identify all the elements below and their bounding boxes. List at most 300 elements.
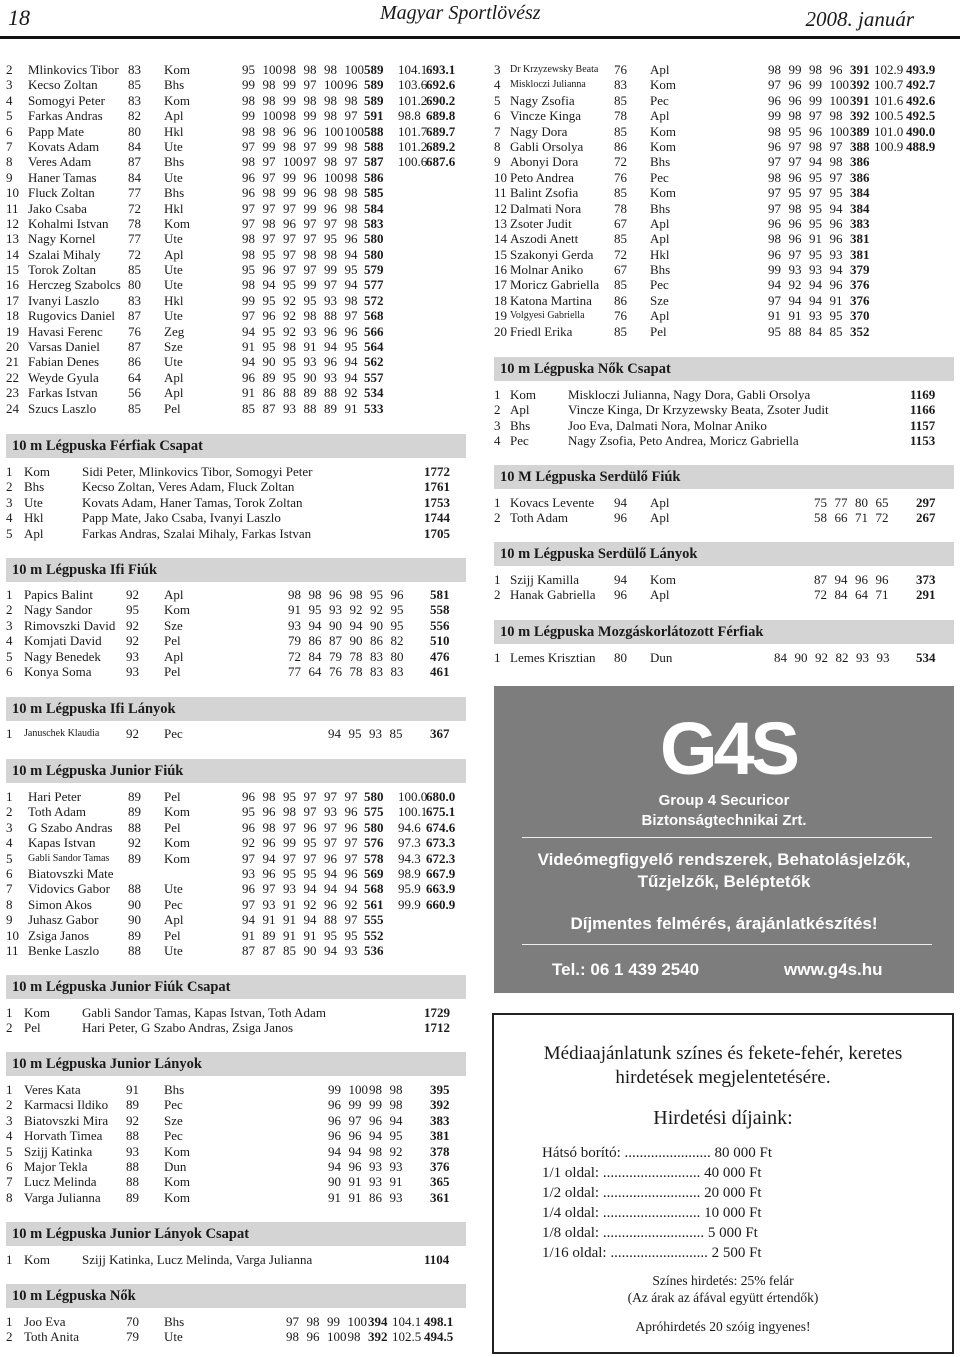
final-score: 97.3 <box>398 835 421 851</box>
series-score: 98 <box>288 587 301 602</box>
grand-total: 674.6 <box>426 819 456 835</box>
shooter-name: Nagy Kornel <box>28 231 96 247</box>
series-score: 95 <box>324 231 337 247</box>
team-total: 1166 <box>910 402 936 418</box>
section-title-bar: 10 m Légpuska Ifi Lányok <box>6 697 466 721</box>
birth-year: 93 <box>126 663 139 679</box>
birth-year: 88 <box>126 1174 139 1190</box>
rank: 24 <box>6 400 19 416</box>
section-title-bar: 10 m Légpuska Junior Lányok Csapat <box>6 1222 466 1246</box>
club: Hkl <box>164 292 184 308</box>
rank: 1 <box>6 1005 13 1020</box>
birth-year: 92 <box>126 1112 139 1128</box>
series-score: 96 <box>242 789 255 804</box>
series-score: 91 <box>344 400 358 416</box>
series-score: 97 <box>788 138 802 154</box>
series-score: 93 <box>288 617 301 633</box>
final-score: 104.1 <box>398 62 428 77</box>
series-score: 97 <box>262 881 276 897</box>
team-total: 1753 <box>424 494 450 510</box>
shooter-name: Balint Zsofia <box>510 185 579 201</box>
rate-leader: ....................... <box>624 1145 711 1161</box>
series-score: 94 <box>834 572 848 587</box>
shooter-name: Karmacsi Ildiko <box>24 1097 109 1113</box>
series-score: 95 <box>308 602 322 618</box>
rank: 7 <box>494 123 501 139</box>
series-score: 94 <box>344 354 358 370</box>
final-score: 101.2 <box>398 138 428 154</box>
total-score: 568 <box>364 881 384 897</box>
total-score: 580 <box>364 819 384 835</box>
shooter-name: Kapas Istvan <box>28 835 96 851</box>
rank: 18 <box>6 308 19 324</box>
grand-total: 492.6 <box>906 92 936 108</box>
series-score: 98 <box>788 108 802 124</box>
grand-total: 689.8 <box>426 108 456 124</box>
birth-year: 85 <box>614 123 627 139</box>
series-score: 97 <box>303 154 317 170</box>
series-score: 93 <box>788 262 802 278</box>
series-score: 100 <box>829 77 849 93</box>
grand-total: 687.6 <box>426 154 456 170</box>
final-score: 102.5 <box>392 1329 422 1345</box>
total-score: 386 <box>850 169 870 185</box>
series-score: 93 <box>369 1158 382 1174</box>
rank: 1 <box>6 1314 13 1329</box>
total-score: 370 <box>850 308 870 324</box>
club: Hkl <box>650 246 670 262</box>
series-score: 95 <box>262 323 276 339</box>
birth-year: 80 <box>614 650 627 665</box>
club: Ute <box>164 277 183 293</box>
rank: 11 <box>494 185 507 201</box>
series-score: 95 <box>262 292 276 308</box>
shooter-name: Nagy Benedek <box>24 648 101 664</box>
birth-year: 88 <box>128 881 141 897</box>
rank: 14 <box>6 246 19 262</box>
rank: 3 <box>494 62 501 77</box>
shooter-name: Szijj Katinka <box>24 1143 93 1159</box>
series-score: 98 <box>283 62 296 77</box>
shooter-name: Aszodi Anett <box>510 231 579 247</box>
shooter-name: Hari Peter <box>28 789 82 804</box>
club: Ute <box>164 262 183 278</box>
series-score: 99 <box>328 1082 341 1097</box>
rank: 19 <box>494 308 507 324</box>
series-score: 83 <box>370 663 383 679</box>
shooter-name: Toth Adam <box>28 804 86 820</box>
series-score: 96 <box>855 572 868 587</box>
series-score: 97 <box>768 185 781 201</box>
series-score: 95 <box>283 277 296 293</box>
series-score: 97 <box>344 789 358 804</box>
series-score: 97 <box>768 154 781 170</box>
total-score: 585 <box>364 185 384 201</box>
rank: 9 <box>6 169 13 185</box>
grand-total: 675.1 <box>426 804 456 820</box>
total-score: 558 <box>430 602 450 618</box>
rank: 2 <box>6 1329 13 1345</box>
rank: 22 <box>6 369 19 385</box>
birth-year: 87 <box>128 339 141 355</box>
club: Zeg <box>164 323 185 339</box>
series-score: 91 <box>288 602 301 618</box>
series-score: 96 <box>242 369 255 385</box>
club: Kom <box>24 1005 50 1020</box>
rank: 1 <box>494 572 501 587</box>
rank: 7 <box>6 881 13 897</box>
series-score: 93 <box>324 804 337 820</box>
total-score: 577 <box>364 277 384 293</box>
total-score: 562 <box>364 354 384 370</box>
club: Kom <box>164 215 190 231</box>
birth-year: 67 <box>614 215 627 231</box>
rank: 2 <box>6 479 13 495</box>
series-score: 85 <box>389 726 403 741</box>
series-score: 99 <box>768 108 781 124</box>
total-score: 533 <box>364 400 384 416</box>
page-number: 18 <box>8 5 30 30</box>
total-score: 379 <box>850 262 870 278</box>
club: Ute <box>164 169 183 185</box>
total-score: 580 <box>364 246 384 262</box>
series-score: 98 <box>344 292 358 308</box>
grand-total: 493.9 <box>906 62 936 77</box>
shooter-name: Veres Kata <box>24 1082 81 1097</box>
series-score: 99 <box>809 77 822 93</box>
series-score: 100 <box>327 1329 347 1345</box>
series-score: 95 <box>303 865 317 881</box>
total-score: 389 <box>850 123 870 139</box>
page-header <box>0 0 960 38</box>
series-score: 91 <box>328 1189 341 1205</box>
series-score: 64 <box>855 587 868 603</box>
total-score: 534 <box>364 385 384 401</box>
grand-total: 667.9 <box>426 865 456 881</box>
series-score: 97 <box>324 835 337 851</box>
series-score: 96 <box>344 865 358 881</box>
shooter-name: Abonyi Dora <box>510 154 579 170</box>
birth-year: 83 <box>128 92 141 108</box>
series-score: 72 <box>875 510 889 526</box>
shooter-name: Simon Akos <box>28 896 92 912</box>
series-score: 84 <box>809 323 822 339</box>
series-score: 93 <box>389 1158 403 1174</box>
series-score: 97 <box>829 169 843 185</box>
birth-year: 72 <box>614 246 627 262</box>
club: Pel <box>164 927 181 943</box>
series-score: 98 <box>768 169 781 185</box>
series-score: 84 <box>308 648 322 664</box>
series-score: 96 <box>768 246 781 262</box>
grand-total: 689.2 <box>426 138 456 154</box>
rate-label: 1/16 oldal: <box>542 1245 611 1261</box>
series-score: 95 <box>344 339 358 355</box>
birth-year: 85 <box>614 185 627 201</box>
shooter-name: Major Tekla <box>24 1158 88 1174</box>
series-score: 95 <box>348 726 362 741</box>
rank: 13 <box>494 215 507 231</box>
series-score: 93 <box>262 896 276 912</box>
rank: 5 <box>494 92 501 108</box>
shooter-name: Szakonyi Gerda <box>510 246 594 262</box>
final-score: 101.0 <box>874 123 904 139</box>
total-score: 384 <box>850 185 870 201</box>
series-score: 95 <box>809 215 822 231</box>
series-score: 95 <box>809 169 822 185</box>
series-score: 97 <box>768 200 781 216</box>
series-score: 91 <box>283 912 296 928</box>
birth-year: 72 <box>128 200 141 216</box>
series-score: 96 <box>328 1112 341 1128</box>
club: Pec <box>164 1097 183 1113</box>
birth-year: 76 <box>614 62 627 77</box>
series-score: 96 <box>344 819 358 835</box>
total-score: 580 <box>364 231 384 247</box>
total-score: 556 <box>430 617 450 633</box>
rank: 14 <box>494 231 507 247</box>
shooter-name: Biatovszki Mira <box>24 1112 109 1128</box>
birth-year: 86 <box>128 354 141 370</box>
series-score: 94 <box>344 881 358 897</box>
section-title-bar: 10 m Légpuska Ifi Fiúk <box>6 558 466 582</box>
club: Kom <box>650 77 676 93</box>
birth-year: 88 <box>126 1158 139 1174</box>
series-score: 84 <box>774 650 787 665</box>
series-score: 100 <box>348 1082 368 1097</box>
series-score: 97 <box>262 154 276 170</box>
club: Apl <box>650 62 670 77</box>
club: Bhs <box>650 154 671 170</box>
shooter-name: Kovacs Levente <box>510 495 595 510</box>
rate-item <box>542 1245 892 1262</box>
series-score: 77 <box>288 663 301 679</box>
club: Pel <box>24 1020 41 1036</box>
series-score: 100 <box>324 123 344 139</box>
shooter-name: Peto Andrea <box>510 169 574 185</box>
series-score: 98 <box>303 92 317 108</box>
series-score: 98 <box>242 277 255 293</box>
club: Bhs <box>650 262 671 278</box>
rank: 12 <box>494 200 507 216</box>
grand-total: 693.1 <box>426 62 456 77</box>
series-score: 92 <box>344 385 358 401</box>
series-score: 93 <box>809 262 822 278</box>
club: Pel <box>164 400 181 416</box>
series-score: 87 <box>262 942 276 958</box>
series-score: 85 <box>283 942 296 958</box>
series-score: 90 <box>303 369 317 385</box>
grand-total: 492.7 <box>906 77 936 93</box>
total-score: 580 <box>364 789 384 804</box>
series-score: 96 <box>283 123 296 139</box>
total-score: 291 <box>916 587 936 603</box>
rank: 20 <box>494 323 507 339</box>
series-score: 95 <box>788 123 802 139</box>
series-score: 96 <box>306 1329 320 1345</box>
shooter-name: Fabian Denes <box>28 354 100 370</box>
issue-date: 2008. január <box>805 7 914 31</box>
birth-year: 88 <box>128 942 141 958</box>
club: Kom <box>510 387 536 402</box>
total-score: 536 <box>364 942 384 958</box>
series-score: 95 <box>242 262 255 278</box>
total-score: 391 <box>850 62 870 77</box>
series-score: 96 <box>303 185 317 201</box>
rates-heading-line1: Médiaajánlatunk színes és fekete-fehér, keretes <box>543 1043 903 1064</box>
rates-note-classified: Apróhirdetés 20 szóig ingyenes! <box>635 1319 811 1334</box>
series-score: 97 <box>768 292 781 308</box>
birth-year: 92 <box>128 835 141 851</box>
series-score: 99 <box>303 200 317 216</box>
birth-year: 85 <box>614 323 627 339</box>
team-total: 1169 <box>910 387 936 402</box>
series-score: 96 <box>324 200 337 216</box>
grand-total: 660.9 <box>426 896 456 912</box>
rank: 1 <box>494 650 501 665</box>
series-score: 98 <box>389 1097 403 1113</box>
series-score: 96 <box>283 215 296 231</box>
shooter-name: Biatovszki Mate <box>28 865 114 881</box>
series-score: 93 <box>344 942 358 958</box>
series-score: 99 <box>324 262 337 278</box>
series-score: 99 <box>283 92 296 108</box>
series-score: 98 <box>788 200 802 216</box>
rank: 4 <box>6 835 13 851</box>
total-score: 388 <box>850 138 870 154</box>
rate-price: 5 000 Ft <box>704 1225 758 1241</box>
rank: 18 <box>494 292 507 308</box>
series-score: 96 <box>829 277 843 293</box>
series-score: 100 <box>344 123 364 139</box>
final-score: 101.6 <box>874 92 904 108</box>
team-members: Vincze Kinga, Dr Krzyzewsky Beata, Zsoter Judit <box>568 402 829 418</box>
shooter-name: Miskloczi Julianna <box>510 79 586 91</box>
rate-leader: .......................... <box>610 1245 708 1261</box>
series-score: 96 <box>262 835 276 851</box>
ad-website: www.g4s.hu <box>784 960 883 979</box>
series-score: 96 <box>324 896 337 912</box>
club: Apl <box>164 912 184 928</box>
series-score: 91 <box>348 1174 362 1190</box>
total-score: 376 <box>850 292 870 308</box>
rank: 15 <box>494 246 507 262</box>
total-score: 561 <box>364 896 384 912</box>
team-members: Farkas Andras, Szalai Mihaly, Farkas Istvan <box>82 525 312 541</box>
series-score: 93 <box>876 650 890 665</box>
series-score: 91 <box>242 339 255 355</box>
rate-price: 40 000 Ft <box>700 1165 762 1181</box>
series-score: 97 <box>324 819 337 835</box>
series-score: 89 <box>324 400 337 416</box>
birth-year: 76 <box>614 169 627 185</box>
series-score: 97 <box>344 108 358 124</box>
club: Ute <box>164 881 183 897</box>
team-total: 1772 <box>424 464 450 479</box>
series-score: 95 <box>283 369 296 385</box>
birth-year: 84 <box>128 169 141 185</box>
club: Kom <box>650 185 676 201</box>
total-score: 568 <box>364 308 384 324</box>
series-score: 98 <box>829 108 843 124</box>
series-score: 85 <box>829 323 843 339</box>
total-score: 581 <box>430 587 450 602</box>
shooter-name: Zsiga Janos <box>28 927 90 943</box>
series-score: 94 <box>809 154 822 170</box>
birth-year: 85 <box>128 262 141 278</box>
series-score: 97 <box>303 789 317 804</box>
total-score: 555 <box>364 912 384 928</box>
series-score: 64 <box>308 663 322 679</box>
rank: 15 <box>6 262 19 278</box>
shooter-name: Papics Balint <box>24 587 93 602</box>
series-score: 91 <box>768 308 781 324</box>
series-score: 97 <box>242 308 255 324</box>
birth-year: 86 <box>614 138 627 154</box>
total-score: 589 <box>364 62 384 77</box>
club: Sze <box>164 1112 183 1128</box>
grand-total: 498.1 <box>424 1314 454 1329</box>
total-score: 395 <box>430 1082 450 1097</box>
series-score: 93 <box>829 246 843 262</box>
series-score: 97 <box>242 215 255 231</box>
rank: 1 <box>494 387 501 402</box>
series-score: 90 <box>349 633 363 649</box>
series-score: 97 <box>262 169 276 185</box>
final-score: 99.9 <box>398 896 421 912</box>
rank: 2 <box>494 587 501 603</box>
club: Bhs <box>164 1314 185 1329</box>
shooter-name: Dalmati Nora <box>510 200 582 216</box>
grand-total: 663.9 <box>426 881 456 897</box>
series-score: 97 <box>242 896 255 912</box>
total-score: 586 <box>364 169 384 185</box>
series-score: 97 <box>283 246 296 262</box>
club: Apl <box>650 510 670 526</box>
series-score: 93 <box>389 1189 403 1205</box>
rank: 2 <box>6 62 13 77</box>
birth-year: 92 <box>126 633 139 649</box>
series-score: 92 <box>370 602 383 618</box>
section-title-bar: 10 m Légpuska Férfiak Csapat <box>6 434 466 458</box>
club: Bhs <box>164 77 185 93</box>
g4s-logo-icon <box>648 706 808 786</box>
series-score: 95 <box>809 246 822 262</box>
series-score: 91 <box>283 927 296 943</box>
series-score: 98 <box>283 138 296 154</box>
series-score: 98 <box>344 92 358 108</box>
series-score: 98 <box>369 1143 382 1159</box>
series-score: 98 <box>344 169 358 185</box>
series-score: 97 <box>303 215 317 231</box>
series-score: 94 <box>242 912 255 928</box>
series-score: 95 <box>809 200 822 216</box>
series-score: 97 <box>324 277 337 293</box>
shooter-name: Kecso Zoltan <box>28 77 98 93</box>
shooter-name: Benke Laszlo <box>28 942 100 958</box>
series-score: 91 <box>348 1189 362 1205</box>
series-score: 98 <box>344 185 358 201</box>
rank: 7 <box>6 138 13 154</box>
club: Dun <box>650 650 673 665</box>
series-score: 93 <box>283 881 296 897</box>
series-score: 96 <box>242 819 255 835</box>
series-score: 80 <box>390 648 404 664</box>
grand-total: 672.3 <box>426 850 456 866</box>
rank: 19 <box>6 323 19 339</box>
series-score: 99 <box>283 835 296 851</box>
total-score: 376 <box>850 277 870 293</box>
